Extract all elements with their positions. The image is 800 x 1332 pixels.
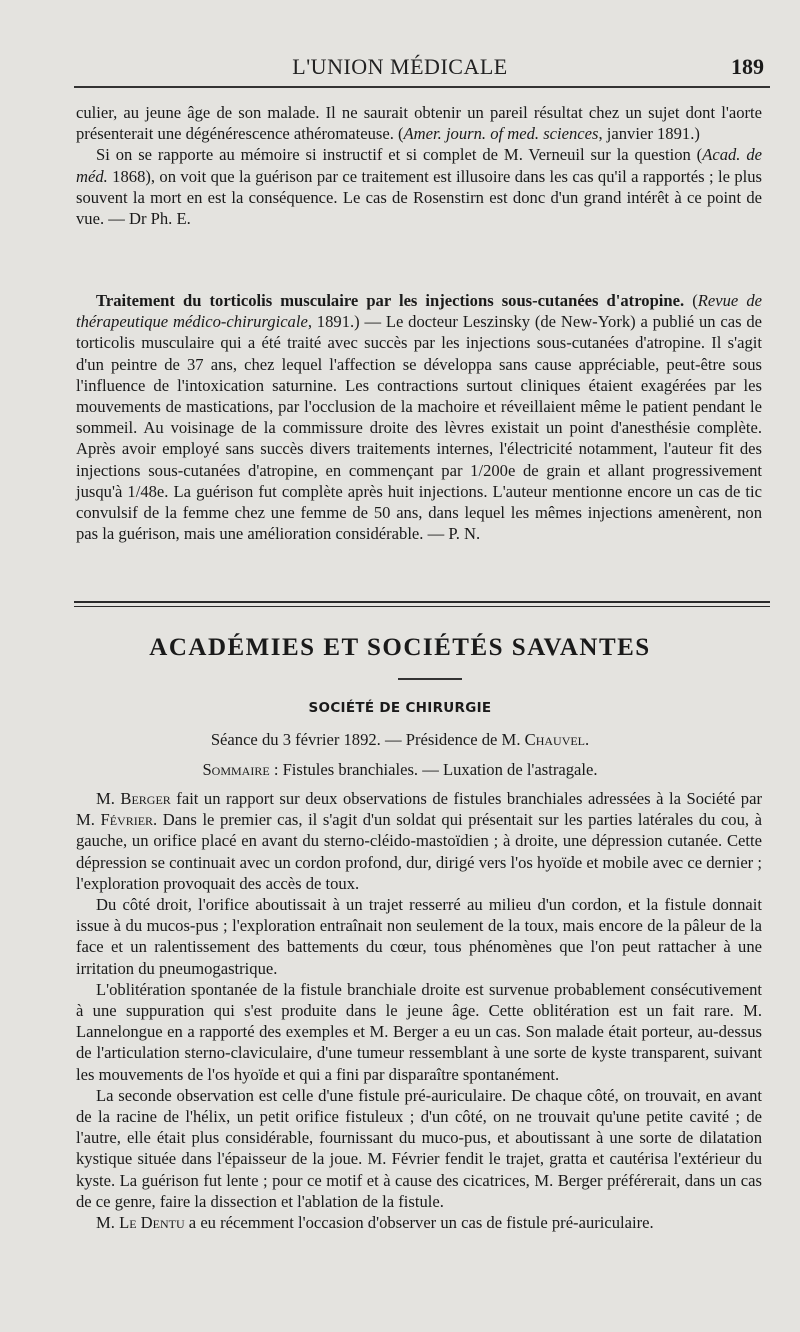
header-rule (74, 86, 770, 88)
sommaire-text: : Fistules branchiales. — Luxation de l'astragale. (269, 760, 598, 779)
section-title: ACADÉMIES ET SOCIÉTÉS SAVANTES (149, 634, 651, 661)
intro-line-end: , janvier 1891.) (598, 124, 700, 144)
torticolis-text: , 1891.) — Le docteur Leszinsky (de New-York) a publié un cas de torticolis musculaire qui a été traité avec succès par les injections sous-cutanées d'atropine. Il s'agit d'un peintre de 37 ans, chez lequel l'affection se développa sans cause appréciable, peut-être sous l'influence de l'intoxication saturnine. Les contractions surtout cliniques étaient exagérées par les mouvements de mastications, par l'occlusion de la machoire et réveillaient même le patient pendant le sommeil. Au voisinage de la commissure droite des lèvres existait un point d'anesthésie complète. Après avoir employé sans succès divers traitements internes, l'électricité notamment, l'auteur fit des injections sous-cutanées d'atropine, en commençant par 1/200e de grain et allant progressivement jusqu'à 1/48e. La guérison fut complète après huit injections. L'auteur mentionne encore un cas de tic convulsif de la femme chez une femme de 50 ans, dans lequel les mêmes injections amenèrent, non pas la guérison, mais une amélioration considérable. — P. N. (76, 312, 763, 544)
ledentu-m: M. (96, 1213, 120, 1233)
sommaire-label: Sommaire (202, 760, 270, 779)
verneuil-source: Acad. de méd. (76, 145, 762, 186)
berger-paragraph-3: L'oblitération spontanée de la fistule branchiale droite est survenue probablement consécutivement à une suppuration qui s'est produite dans le jeune âge. Cette oblitération est un fait rare. M. Lannelongue en a rapporté des exemples et M. Berger a eu un cas. Son malade était porteur, au-dessus de l'articulation sterno-claviculaire, d'une tumeur ressemblant à une sorte de kyste transparent, suivant les mouvements de l'os hyoïde et qui a fini par disparaître spontanément. (76, 979, 762, 1084)
ledentu-paragraph (76, 1212, 762, 1233)
journal-title: L'UNION MÉDICALE (292, 54, 508, 79)
page-number: 189 (731, 54, 764, 79)
intro-line: culier, au jeune âge de son malade. Il ne saurait obtenir un pareil résultat chez un sujet dont l'aorte présenterait une dégénérescence athéromateuse. ( (76, 103, 762, 144)
intro-source: Amer. journ. of med. sciences (403, 124, 599, 144)
ledentu-name: Le Dentu (119, 1213, 185, 1233)
sommaire-line (0, 760, 800, 780)
berger-text-a: fait un rapport sur deux observations de fistules branchiales adressées à la Société par M. (76, 789, 762, 830)
torticolis-source-open: ( (684, 291, 698, 310)
president-name: Chauvel (524, 730, 586, 749)
torticolis-source: Revue de thérapeutique médico-chirurgicale (76, 291, 762, 332)
berger-name: Berger (120, 789, 171, 808)
berger-paragraph-4: La seconde observation est celle d'une fistule pré-auriculaire. De chaque côté, on trouvait, en avant de la racine de l'hélix, un petit orifice fistuleux ; d'un côté, on ne trouvait qu'une petite cavité ; de l'autre, elle était plus considérable, fournissant du muco-pus, et aboutissant à une sorte de dilatation kystique située dans l'épaisseur de la joue. M. Février fendit le trajet, gratta et cautérisa l'extérieur du kyste. La guérison fut lente ; pour ce motif et à cause des cicatrices, M. Berger préférerait, dans un cas de ce genre, faire la dissection et l'ablation de la fistule. (76, 1085, 762, 1211)
society-heading: SOCIÉTÉ DE CHIRURGIE (308, 700, 492, 716)
verneuil-text-b: 1868), on voit que la guérison par ce traitement est illusoire dans les cas qu'il a rapportés ; le plus souvent la mort en est la conséquence. Le cas de Rosenstirn est donc d'un grand intérêt à ce point de vue. — Dr Ph. E. (76, 166, 762, 229)
berger-m: M. (96, 789, 121, 808)
berger-paragraph-1 (76, 788, 762, 894)
verneuil-paragraph (76, 144, 762, 229)
seance-end: . (585, 730, 590, 749)
berger-paragraph-2: Du côté droit, l'orifice aboutissait à un trajet resserré au milieu d'un cordon, et la fistule donnait issue à du mucos-pus ; l'exploration entraînait non seulement de la toux, mais encore de la pâleur de la face et un ralentissement des battements du cœur, tous phénomènes que l'on peut rattacher à une irritation du pneumogastrique. (76, 895, 762, 978)
section-rule-top (74, 601, 770, 603)
ledentu-text: a eu récemment l'occasion d'observer un cas de fistule pré-auriculaire. (184, 1213, 654, 1233)
intro-text (76, 102, 762, 144)
intro-paragraph (76, 102, 762, 229)
torticolis-article (76, 290, 762, 544)
seance-line (0, 730, 800, 750)
section-rule-bottom (74, 606, 770, 607)
torticolis-paragraph (76, 290, 762, 544)
verneuil-text-a: Si on se rapporte au mémoire si instructif et si complet de M. Verneuil sur la question ( (96, 145, 703, 165)
torticolis-title: Traitement du torticolis musculaire par les injections sous-cutanées d'atropine. (96, 291, 685, 310)
fevrier-name: Février (100, 810, 154, 830)
running-header (0, 50, 800, 88)
berger-report (76, 788, 762, 1233)
berger-text-b: . Dans le premier cas, il s'agit d'un soldat qui présentait sur les parties latérales du cou, à gauche, un orifice placé en avant du sterno-cléido-mastoïdien ; à droite, une dépression cutanée. Cette dépression se continuait avec un cordon profond, dur, dirigé vers l'os hyoïde et mobile avec ce dernier ; l'exploration provoquait des accès de toux. (76, 810, 762, 893)
title-underline (398, 678, 462, 680)
seance-text: Séance du 3 février 1892. — Présidence de M. (210, 730, 525, 749)
